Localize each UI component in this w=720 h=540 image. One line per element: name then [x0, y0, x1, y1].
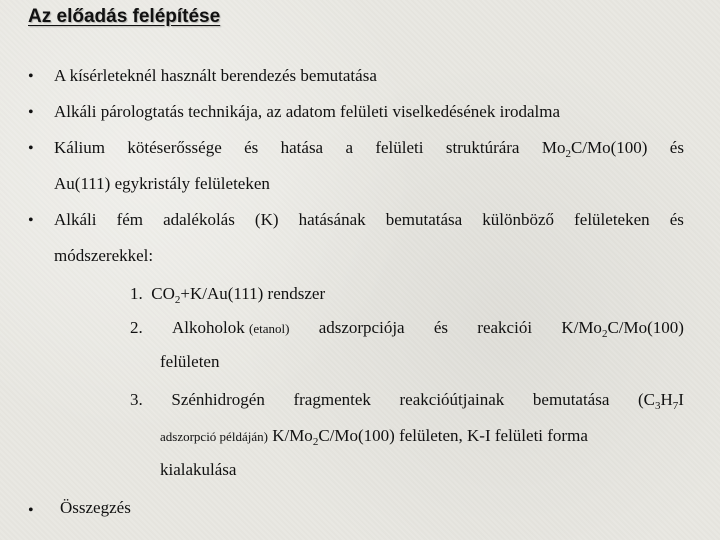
- sublist-item-alcohols-line2: felületen: [160, 352, 220, 371]
- word: és: [669, 210, 684, 229]
- bullet-1: •: [28, 68, 34, 85]
- word: Szénhidrogén: [171, 390, 265, 409]
- sublist-text: +K/Au(111) rendszer: [180, 284, 326, 303]
- formula-mo2c: $Mo_2C/Mo(100)$: [541, 138, 648, 160]
- word: (K): [254, 210, 279, 229]
- sublist-number: 2.: [130, 318, 143, 337]
- sublist-item-co2: [130, 284, 325, 304]
- sublist-item-hydrocarbon-line3: kialakulása: [160, 460, 237, 479]
- formula-c3h7i: ($C_3H_7I$: [638, 390, 684, 412]
- formula-kmo2c: $K/Mo_2C/Mo(100)$: [561, 318, 684, 340]
- word: a: [345, 138, 353, 157]
- word: felületeken: [574, 210, 650, 229]
- word: struktúrára: [445, 138, 520, 157]
- word: hatása: [280, 138, 324, 157]
- page-title: Az előadás felépítése: [28, 6, 221, 27]
- word: adalékolás: [163, 210, 235, 229]
- bullet-3: •: [28, 140, 34, 157]
- word: hatásának: [298, 210, 366, 229]
- word: fragmentek: [293, 390, 371, 409]
- list-item-doping-line2: módszerekkel:: [54, 246, 154, 265]
- word: és: [669, 138, 684, 157]
- small-note: adszorpció példáján): [160, 429, 268, 444]
- word: reakcióútjainak: [399, 390, 505, 409]
- word: bemutatása: [532, 390, 610, 409]
- word: és: [433, 318, 449, 337]
- list-item-doping-line1: [54, 210, 684, 230]
- sublist-number: 3.: [130, 390, 143, 409]
- sublist-item-alcohols-line1: [130, 318, 684, 339]
- formula-kmo2c: $K/Mo_2C/Mo(100)$ felületen, K-I felületi forma: [272, 426, 588, 448]
- word: kötéserőssége: [127, 138, 222, 157]
- word: Alkoholok (etanol): [172, 318, 290, 337]
- bullet-4: •: [28, 212, 34, 229]
- word: és: [244, 138, 259, 157]
- word: Kálium: [54, 138, 105, 157]
- list-item-potassium-line2: Au(111) egykristály felületeken: [54, 174, 270, 193]
- word: fém: [116, 210, 144, 229]
- sublist-item-hydrocarbon-line2: [160, 426, 588, 447]
- sublist-item-hydrocarbon-line1: [130, 390, 684, 410]
- bullet-5: •: [28, 502, 34, 519]
- list-item-evaporation: Alkáli párologtatás technikája, az adatom felületi viselkedésének irodalma: [54, 102, 561, 121]
- sublist-number: 1.: [130, 284, 143, 303]
- bullet-2: •: [28, 104, 34, 121]
- word: bemutatása: [385, 210, 463, 229]
- word: adszorpciója: [318, 318, 405, 337]
- word: reakciói: [477, 318, 533, 337]
- formula-co2: $CO_2$: [151, 284, 181, 306]
- list-item-potassium-line1: [54, 138, 684, 158]
- list-item-summary: Összegzés: [60, 498, 131, 517]
- word: különböző: [482, 210, 555, 229]
- word: felületi: [375, 138, 424, 157]
- word: Alkáli: [54, 210, 97, 229]
- list-item-setup: A kísérleteknél használt berendezés bemutatása: [54, 66, 377, 85]
